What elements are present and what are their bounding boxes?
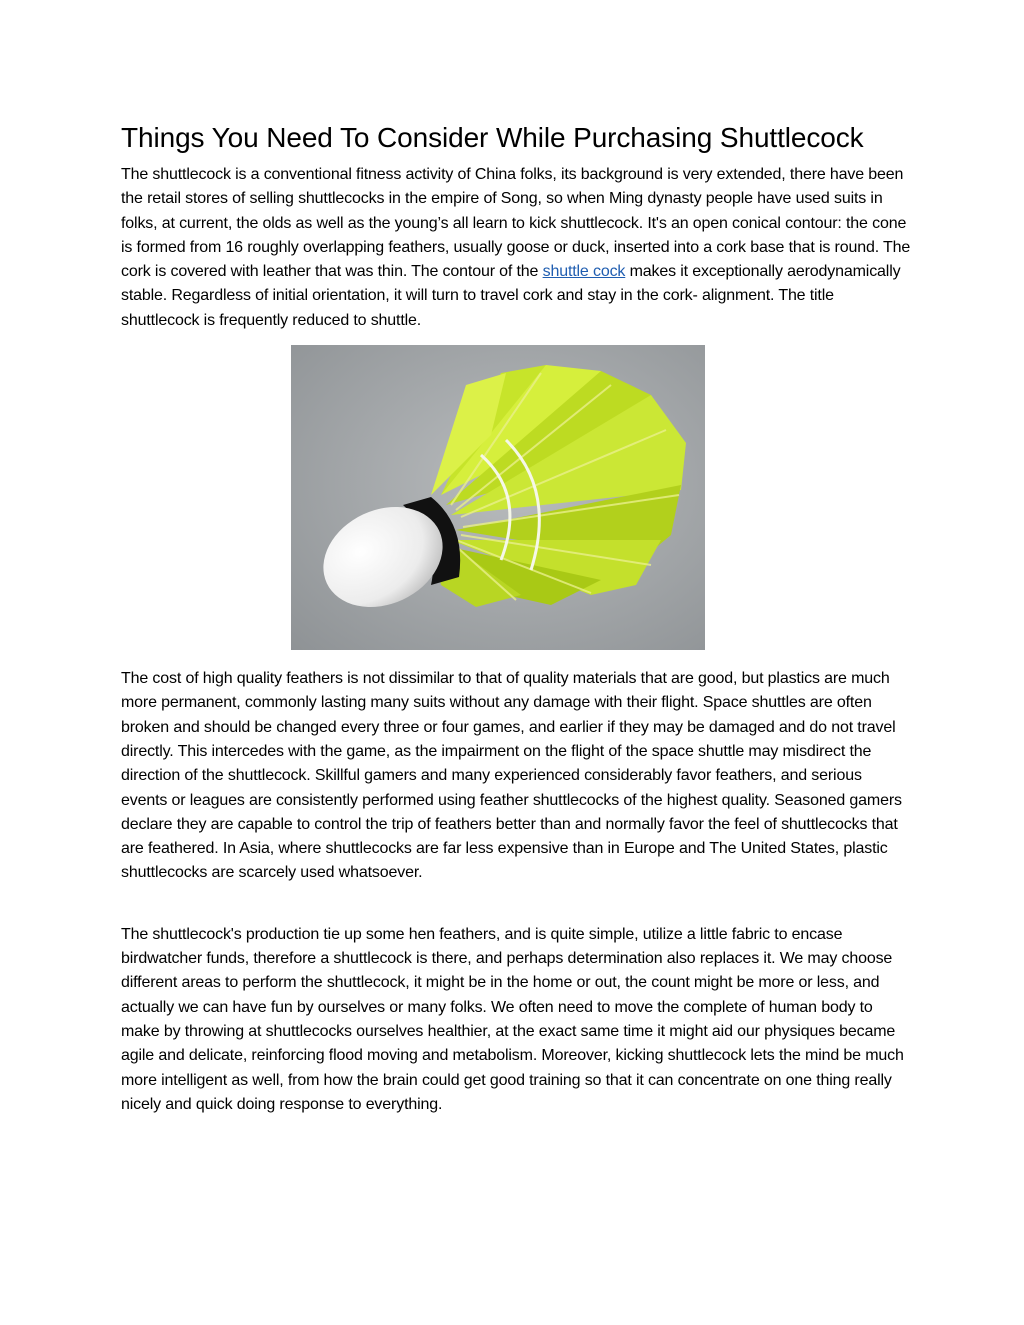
- intro-paragraph: [121, 163, 911, 333]
- intro-text-before-link: The shuttlecock is a conventional fitness activity of China folks, its background is very extended, there have been the retail stores of selling shuttlecocks in the empire of Song, so when Ming dynasty people have used suits in folks, at current, the olds as well as the young’s all learn to kick shuttlecock. It's an open conical contour: the cone is formed from 16 roughly overlapping feathers, usually goose or duck, inserted into a cork base that is round. The cork is covered with leather that was thin. The contour of the: [121, 166, 911, 281]
- document-page: [121, 118, 911, 1117]
- paragraph-feathers-vs-plastic: The cost of high quality feathers is not dissimilar to that of quality materials that are good, but plastics are much more permanent, commonly lasting many suits without any damage with their flight. Space shuttles are often broken and should be changed every three or four games, and earlier if they may be damaged and do not travel directly. This intercedes with the game, as the impairment on the flight of the space shuttle may misdirect the direction of the shuttlecock. Skillful gamers and many experienced considerably favor feathers, and serious events or leagues are consistently performed using feather shuttlecocks of the highest quality. Seasoned gamers declare they are capable to control the trip of feathers better than and normally favor the feel of shuttlecocks that are feathered. In Asia, where shuttlecocks are far less expensive than in Europe and The United States, plastic shuttlecocks are scarcely used whatsoever.: [121, 670, 902, 882]
- shuttlecock-illustration: [291, 345, 705, 650]
- shuttlecock-photo: [291, 345, 705, 650]
- shuttle-cock-link[interactable]: shuttle cock: [542, 263, 626, 281]
- article-title: Things You Need To Consider While Purchasing Shuttlecock: [121, 122, 864, 153]
- intro-text-after-link: makes it exceptionally aerodynamically stable. Regardless of initial orientation, it will turn to travel cork and stay in the cork- alignment. The title shuttlecock is frequently reduced to shuttle.: [121, 263, 901, 329]
- paragraph-production: The shuttlecock's production tie up some hen feathers, and is quite simple, utilize a little fabric to encase birdwatcher funds, therefore a shuttlecock is there, and perhaps determination also replaces it. We may choose different areas to perform the shuttlecock, it might be in the home or out, the count might be more or less, and actually we can have fun by ourselves or many folks. We often need to move the complete of human body to make by throwing at shuttlecocks ourselves healthier, at the exact same time it might aid our physiques became agile and delicate, reinforcing flood moving and metabolism. Moreover, kicking shuttlecock lets the mind be much more intelligent as well, from how the brain could get good training so that it can concentrate on one thing really nicely and quick doing response to everything.: [121, 925, 904, 1113]
